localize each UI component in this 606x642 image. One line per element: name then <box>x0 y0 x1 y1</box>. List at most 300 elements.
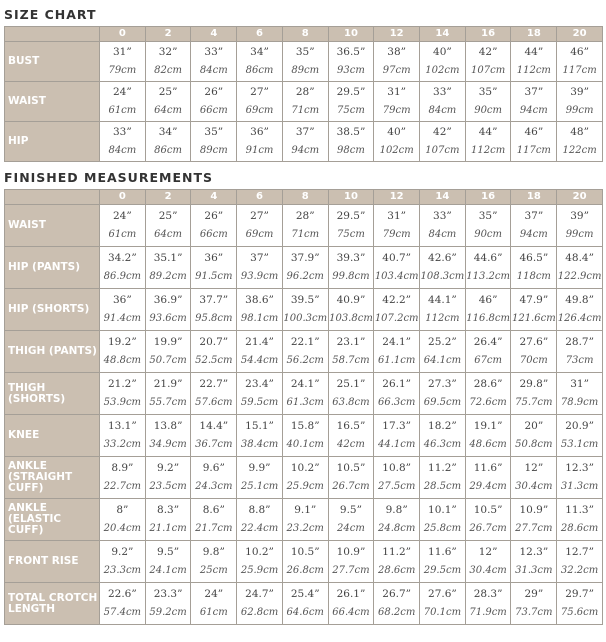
cm-value: 38.4cm <box>240 439 279 450</box>
measurement-cell <box>420 415 466 457</box>
cm-value: 23.5cm <box>149 481 187 492</box>
inch-value: 29.7” <box>565 588 594 600</box>
measurement-cell <box>191 499 237 541</box>
inch-value: 44.1” <box>428 294 457 306</box>
cm-value: 28.5cm <box>423 481 462 492</box>
table-row <box>5 541 603 583</box>
measurement-cell <box>282 457 328 499</box>
measurement-cell <box>374 82 420 122</box>
cm-value: 75cm <box>337 229 365 240</box>
measurement-cell <box>374 373 420 415</box>
measurement-cell <box>465 541 511 583</box>
inch-value: 46” <box>478 294 498 306</box>
cm-value: 23.3cm <box>103 565 142 576</box>
measurement-cell <box>237 331 283 373</box>
cm-value: 66cm <box>199 229 228 240</box>
inch-value: 13.1” <box>107 420 137 432</box>
cm-value: 59.5cm <box>240 397 279 408</box>
measurement-cell <box>557 499 603 541</box>
inch-value: 8.6” <box>202 504 225 516</box>
row-label: KNEE <box>5 415 100 457</box>
cm-value: 25.9cm <box>286 481 324 492</box>
measurement-cell <box>557 247 603 289</box>
cm-value: 40.1cm <box>286 439 324 450</box>
inch-value: 44” <box>478 126 498 138</box>
inch-value: 28” <box>295 210 315 222</box>
cm-value: 24.8cm <box>377 523 416 534</box>
cm-value: 78.9cm <box>560 397 599 408</box>
inch-value: 29.5” <box>336 210 366 222</box>
measurement-cell <box>557 415 603 457</box>
row-label: FRONT RISE <box>5 541 100 583</box>
measurement-cell <box>511 82 557 122</box>
measurement-cell <box>282 82 328 122</box>
cm-value: 44.1cm <box>377 439 416 450</box>
inch-value: 36.5” <box>336 46 366 58</box>
inch-value: 9.6” <box>202 462 225 474</box>
cm-value: 62.8cm <box>240 607 279 618</box>
size-header: 12 <box>374 27 420 42</box>
inch-value: 9.5” <box>339 504 362 516</box>
inch-value: 23.4” <box>245 378 274 390</box>
cm-value: 61cm <box>108 229 137 240</box>
inch-value: 37.7” <box>199 294 229 306</box>
measurement-cell <box>282 122 328 162</box>
inch-value: 33” <box>433 210 452 222</box>
inch-value: 25.2” <box>428 336 457 348</box>
measurement-cell <box>465 82 511 122</box>
inch-value: 31” <box>570 378 589 390</box>
cm-value: 86cm <box>245 65 274 76</box>
inch-value: 31” <box>387 210 407 222</box>
cm-value: 28.6cm <box>377 565 416 576</box>
inch-value: 10.5” <box>290 546 320 558</box>
inch-value: 22.6” <box>107 588 137 600</box>
measurement-cell <box>465 457 511 499</box>
measurement-cell <box>328 541 374 583</box>
inch-value: 22.7” <box>199 378 229 390</box>
cm-value: 99cm <box>565 229 594 240</box>
measurement-cell <box>511 42 557 82</box>
inch-value: 15.8” <box>290 420 320 432</box>
inch-value: 44.6” <box>473 252 503 264</box>
cm-value: 79cm <box>108 65 137 76</box>
cm-value: 91.4cm <box>103 313 142 324</box>
cm-value: 57.6cm <box>195 397 233 408</box>
cm-value: 64.6cm <box>286 607 324 618</box>
inch-value: 31” <box>387 86 407 98</box>
measurement-cell <box>237 122 283 162</box>
inch-value: 19.9” <box>153 336 183 348</box>
size-chart-title: SIZE CHART <box>4 7 97 22</box>
cm-value: 27.7cm <box>332 565 370 576</box>
inch-value: 34” <box>250 46 269 58</box>
inch-value: 28.3” <box>473 588 503 600</box>
cm-value: 50.7cm <box>149 355 187 366</box>
inch-value: 37.9” <box>290 252 320 264</box>
inch-value: 27.3” <box>428 378 457 390</box>
measurement-cell <box>282 331 328 373</box>
cm-value: 29.4cm <box>469 481 507 492</box>
table-row <box>5 499 603 541</box>
inch-value: 23.1” <box>336 336 366 348</box>
inch-value: 9.9” <box>248 462 271 474</box>
cm-value: 31.3cm <box>560 481 599 492</box>
cm-value: 118cm <box>516 271 551 282</box>
size-header: 12 <box>374 190 420 205</box>
cm-value: 61cm <box>199 607 228 618</box>
inch-value: 46” <box>570 46 589 58</box>
measurement-cell <box>191 247 237 289</box>
cm-value: 25.9cm <box>240 565 279 576</box>
cm-value: 93cm <box>337 65 365 76</box>
cm-value: 48.6cm <box>469 439 507 450</box>
measurement-cell <box>100 331 146 373</box>
cm-value: 90cm <box>474 229 503 240</box>
inch-value: 48.4” <box>565 252 594 264</box>
cm-value: 86.9cm <box>103 271 142 282</box>
measurement-cell <box>374 42 420 82</box>
size-header: 6 <box>237 27 283 42</box>
measurement-cell <box>465 205 511 247</box>
inch-value: 19.1” <box>473 420 503 432</box>
measurement-cell <box>328 289 374 331</box>
table-row <box>5 457 603 499</box>
table-row <box>5 331 603 373</box>
cm-value: 66cm <box>199 105 228 116</box>
size-header: 10 <box>328 190 374 205</box>
row-label: HIP (SHORTS) <box>5 289 100 331</box>
measurement-cell <box>511 247 557 289</box>
measurement-cell <box>100 247 146 289</box>
cm-value: 46.3cm <box>423 439 462 450</box>
table-row <box>5 415 603 457</box>
inch-value: 38” <box>387 46 407 58</box>
size-header: 8 <box>282 190 328 205</box>
inch-value: 36” <box>204 252 224 264</box>
measurement-cell <box>191 82 237 122</box>
cm-value: 71.9cm <box>469 607 507 618</box>
size-header-row <box>5 27 603 42</box>
inch-value: 9.8” <box>202 546 225 558</box>
inch-value: 15.1” <box>245 420 274 432</box>
inch-value: 29” <box>524 588 544 600</box>
inch-value: 42.6” <box>428 252 457 264</box>
inch-value: 8.9” <box>111 462 134 474</box>
inch-value: 10.9” <box>336 546 366 558</box>
cm-value: 89cm <box>199 145 228 156</box>
measurement-cell <box>282 42 328 82</box>
measurement-cell <box>282 583 328 625</box>
inch-value: 39.3” <box>336 252 366 264</box>
measurement-cell <box>191 205 237 247</box>
measurement-cell <box>420 122 466 162</box>
cm-value: 121.6cm <box>511 313 556 324</box>
inch-value: 42.2” <box>382 294 412 306</box>
row-label: THIGH (PANTS) <box>5 331 100 373</box>
inch-value: 39.5” <box>290 294 320 306</box>
row-label: WAIST <box>5 82 100 122</box>
inch-value: 47.9” <box>519 294 549 306</box>
inch-value: 40” <box>433 46 452 58</box>
cm-value: 89.2cm <box>149 271 187 282</box>
cm-value: 66.4cm <box>332 607 370 618</box>
measurement-cell <box>145 205 191 247</box>
inch-value: 10.2” <box>290 462 320 474</box>
measurement-cell <box>237 583 283 625</box>
inch-value: 42” <box>478 46 498 58</box>
cm-value: 94cm <box>291 145 320 156</box>
measurement-cell <box>100 205 146 247</box>
cm-value: 103.4cm <box>374 271 419 282</box>
cm-value: 26.8cm <box>286 565 324 576</box>
measurement-cell <box>328 583 374 625</box>
inch-value: 40.7” <box>382 252 412 264</box>
cm-value: 23.2cm <box>286 523 324 534</box>
measurement-cell <box>465 415 511 457</box>
measurement-cell <box>328 415 374 457</box>
inch-value: 16.5” <box>336 420 366 432</box>
size-header: 14 <box>420 190 466 205</box>
size-header: 16 <box>465 190 511 205</box>
measurement-cell <box>557 82 603 122</box>
measurement-cell <box>374 583 420 625</box>
cm-value: 70cm <box>519 355 548 366</box>
measurement-cell <box>191 373 237 415</box>
measurement-cell <box>420 457 466 499</box>
measurement-cell <box>237 205 283 247</box>
measurement-cell <box>145 583 191 625</box>
measurement-cell <box>282 205 328 247</box>
measurement-cell <box>328 42 374 82</box>
cm-value: 22.4cm <box>240 523 279 534</box>
cm-value: 36.7cm <box>195 439 233 450</box>
inch-value: 9.1” <box>294 504 317 516</box>
cm-value: 107cm <box>425 145 460 156</box>
cm-value: 61.3cm <box>286 397 324 408</box>
size-header: 8 <box>282 27 328 42</box>
measurement-cell <box>100 457 146 499</box>
measurement-cell <box>328 499 374 541</box>
cm-value: 126.4cm <box>557 313 602 324</box>
header-corner <box>5 27 100 42</box>
cm-value: 116.8cm <box>466 313 510 324</box>
cm-value: 56.2cm <box>286 355 324 366</box>
cm-value: 75cm <box>337 105 365 116</box>
inch-value: 42” <box>433 126 452 138</box>
inch-value: 28.7” <box>565 336 594 348</box>
cm-value: 93.6cm <box>149 313 187 324</box>
cm-value: 82cm <box>154 65 182 76</box>
cm-value: 68.2cm <box>377 607 416 618</box>
cm-value: 102cm <box>425 65 460 76</box>
cm-value: 34.9cm <box>149 439 187 450</box>
measurement-cell <box>191 331 237 373</box>
cm-value: 59.2cm <box>149 607 187 618</box>
measurement-cell <box>465 331 511 373</box>
measurement-cell <box>420 205 466 247</box>
inch-value: 35” <box>295 46 315 58</box>
size-header: 18 <box>511 27 557 42</box>
measurement-cell <box>282 541 328 583</box>
measurement-cell <box>557 457 603 499</box>
inch-value: 37” <box>295 126 315 138</box>
measurement-cell <box>191 541 237 583</box>
cm-value: 53.9cm <box>103 397 142 408</box>
measurement-cell <box>557 289 603 331</box>
inch-value: 11.3” <box>565 504 594 516</box>
cm-value: 48.8cm <box>103 355 142 366</box>
cm-value: 112cm <box>425 313 460 324</box>
cm-value: 25.8cm <box>423 523 462 534</box>
measurement-cell <box>374 457 420 499</box>
cm-value: 113.2cm <box>466 271 510 282</box>
cm-value: 91.5cm <box>195 271 233 282</box>
measurement-cell <box>100 42 146 82</box>
cm-value: 73cm <box>565 355 594 366</box>
cm-value: 27.7cm <box>515 523 553 534</box>
cm-value: 69cm <box>245 105 274 116</box>
cm-value: 64cm <box>154 105 182 116</box>
cm-value: 52.5cm <box>195 355 233 366</box>
cm-value: 25cm <box>199 565 228 576</box>
inch-value: 27.6” <box>428 588 457 600</box>
cm-value: 75.6cm <box>560 607 599 618</box>
cm-value: 26.7cm <box>332 481 370 492</box>
cm-value: 61cm <box>108 105 137 116</box>
inch-value: 24” <box>204 588 224 600</box>
cm-value: 100.3cm <box>283 313 328 324</box>
row-label: ANKLE (ELASTIC CUFF) <box>5 499 100 541</box>
cm-value: 28.6cm <box>560 523 599 534</box>
measurement-cell <box>374 331 420 373</box>
measurement-cell <box>420 42 466 82</box>
inch-value: 23.3” <box>153 588 183 600</box>
measurement-cell <box>328 247 374 289</box>
inch-value: 26.4” <box>473 336 503 348</box>
inch-value: 36” <box>250 126 269 138</box>
cm-value: 97cm <box>382 65 411 76</box>
inch-value: 40.9” <box>336 294 366 306</box>
inch-value: 37” <box>524 86 544 98</box>
measurement-cell <box>100 289 146 331</box>
table-row <box>5 205 603 247</box>
table-row <box>5 583 603 625</box>
cm-value: 112cm <box>471 145 506 156</box>
measurement-cell <box>465 247 511 289</box>
row-label: ANKLE (STRAIGHT CUFF) <box>5 457 100 499</box>
cm-value: 69cm <box>245 229 274 240</box>
measurement-cell <box>237 289 283 331</box>
inch-value: 20.7” <box>199 336 229 348</box>
inch-value: 28” <box>295 86 315 98</box>
cm-value: 72.6cm <box>469 397 507 408</box>
cm-value: 69.5cm <box>423 397 462 408</box>
measurement-cell <box>145 82 191 122</box>
measurement-cell <box>237 42 283 82</box>
inch-value: 9.5” <box>157 546 180 558</box>
inch-value: 29.5” <box>336 86 366 98</box>
cm-value: 122.9cm <box>557 271 602 282</box>
cm-value: 75.7cm <box>515 397 553 408</box>
inch-value: 24.7” <box>245 588 274 600</box>
measurement-cell <box>465 289 511 331</box>
finished-measurements-title: FINISHED MEASUREMENTS <box>4 170 213 185</box>
cm-value: 103.8cm <box>329 313 373 324</box>
measurement-cell <box>100 499 146 541</box>
cm-value: 107cm <box>471 65 506 76</box>
inch-value: 9.8” <box>385 504 408 516</box>
inch-value: 24” <box>112 210 132 222</box>
inch-value: 24.1” <box>382 336 412 348</box>
inch-value: 31” <box>112 46 132 58</box>
header-corner <box>5 190 100 205</box>
measurement-cell <box>191 415 237 457</box>
size-header: 2 <box>145 190 191 205</box>
cm-value: 112cm <box>516 65 551 76</box>
measurement-cell <box>145 457 191 499</box>
size-header: 18 <box>511 190 557 205</box>
measurement-cell <box>237 247 283 289</box>
inch-value: 44” <box>524 46 544 58</box>
inch-value: 29.8” <box>519 378 549 390</box>
inch-value: 46” <box>524 126 544 138</box>
measurement-cell <box>374 122 420 162</box>
measurement-cell <box>420 583 466 625</box>
size-header: 0 <box>100 27 146 42</box>
measurement-cell <box>328 205 374 247</box>
measurement-cell <box>374 415 420 457</box>
cm-value: 91cm <box>245 145 274 156</box>
cm-value: 55.7cm <box>149 397 187 408</box>
inch-value: 25.1” <box>336 378 366 390</box>
measurement-cell <box>237 373 283 415</box>
inch-value: 13.8” <box>153 420 183 432</box>
cm-value: 84cm <box>199 65 228 76</box>
inch-value: 26.1” <box>336 588 366 600</box>
inch-value: 33” <box>433 86 452 98</box>
inch-value: 19.2” <box>107 336 137 348</box>
size-header: 6 <box>237 190 283 205</box>
inch-value: 35” <box>478 86 498 98</box>
finished-measurements-table <box>4 189 603 625</box>
inch-value: 24” <box>112 86 132 98</box>
inch-value: 20.9” <box>565 420 594 432</box>
inch-value: 26” <box>204 210 224 222</box>
inch-value: 39” <box>570 210 589 222</box>
inch-value: 10.1” <box>428 504 457 516</box>
inch-value: 25” <box>158 210 178 222</box>
cm-value: 21.7cm <box>195 523 233 534</box>
measurement-cell <box>465 42 511 82</box>
cm-value: 86cm <box>154 145 182 156</box>
cm-value: 63.8cm <box>332 397 370 408</box>
inch-value: 49.8” <box>565 294 594 306</box>
inch-value: 27” <box>250 86 269 98</box>
inch-value: 12.3” <box>565 462 594 474</box>
cm-value: 30.4cm <box>469 565 507 576</box>
row-label: HIP (PANTS) <box>5 247 100 289</box>
cm-value: 73.7cm <box>515 607 553 618</box>
measurement-cell <box>100 541 146 583</box>
cm-value: 58.7cm <box>332 355 370 366</box>
measurement-cell <box>237 415 283 457</box>
cm-value: 42cm <box>337 439 365 450</box>
cm-value: 21.1cm <box>149 523 187 534</box>
measurement-cell <box>145 331 191 373</box>
cm-value: 30.4cm <box>515 481 553 492</box>
inch-value: 35” <box>204 126 224 138</box>
